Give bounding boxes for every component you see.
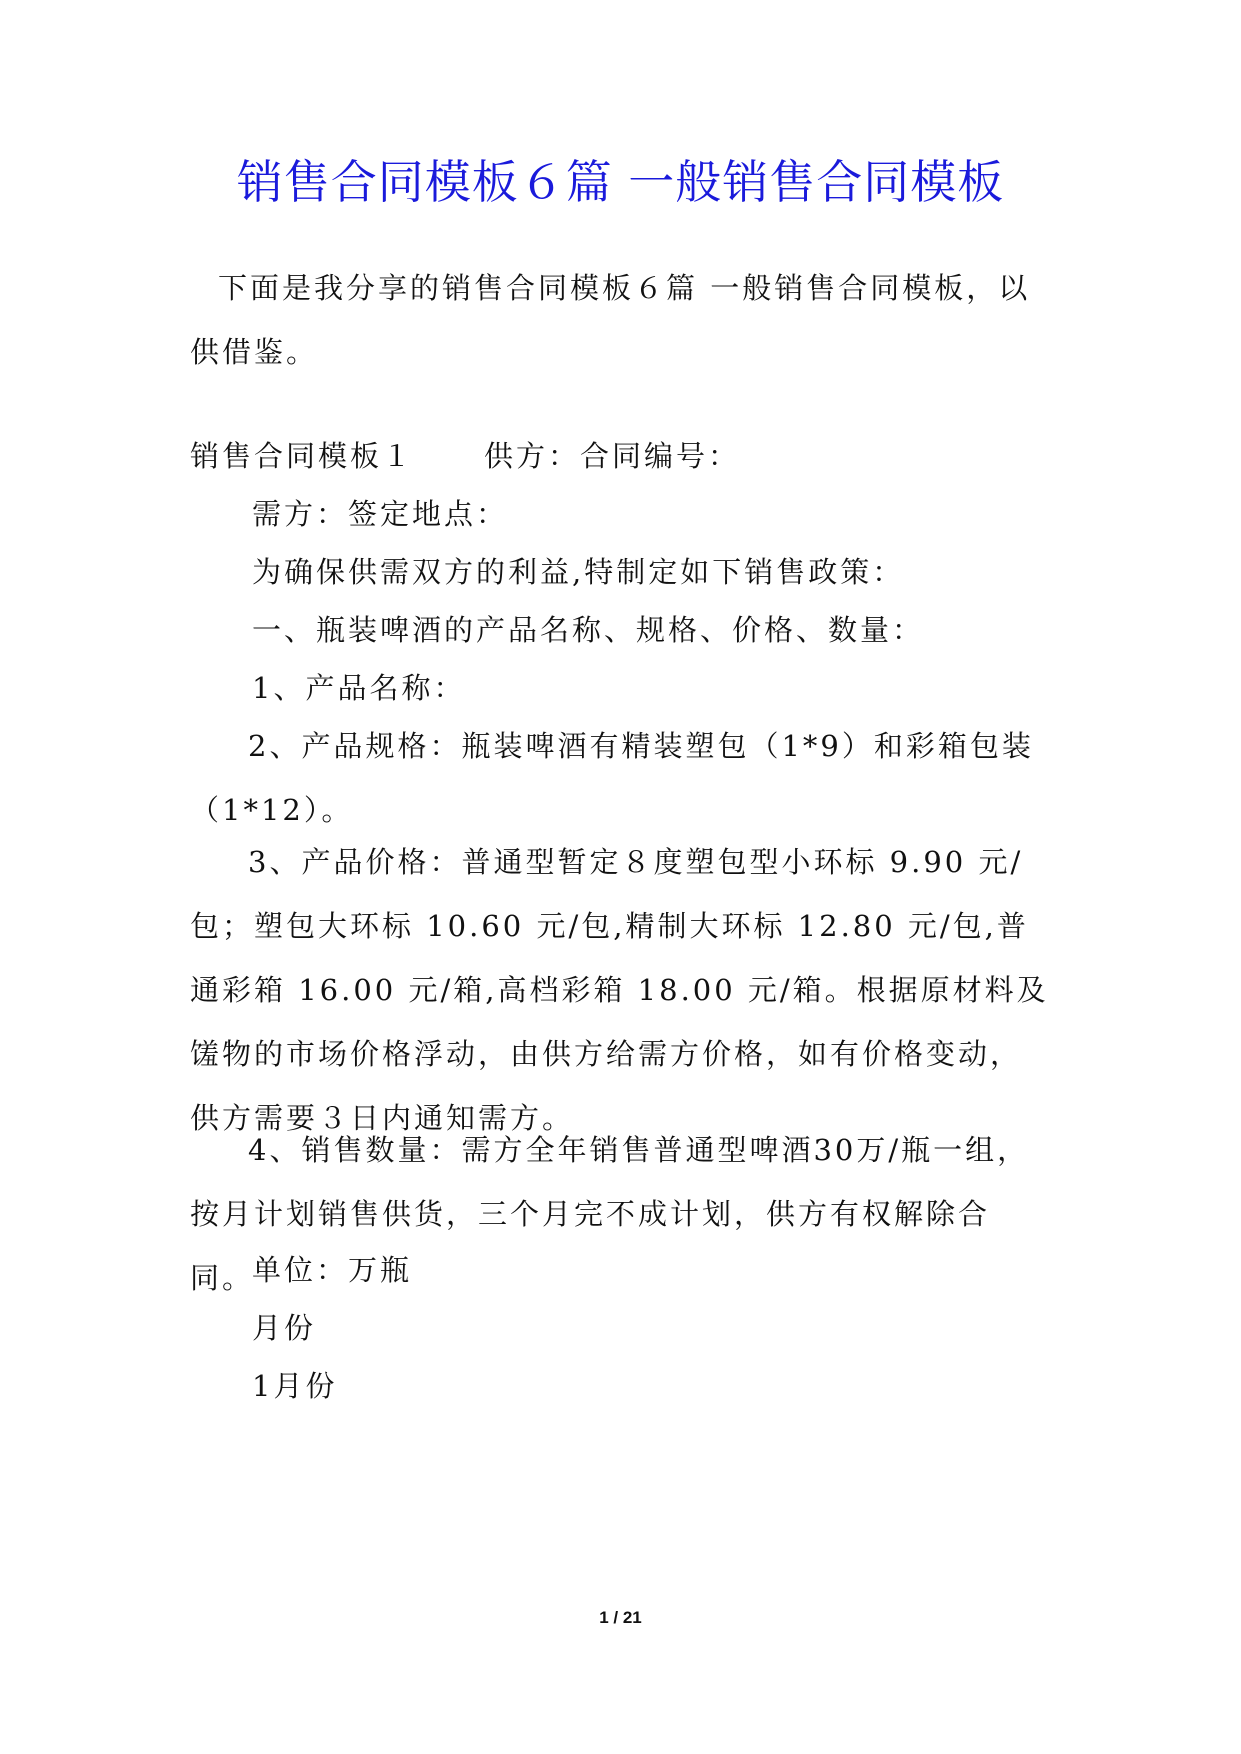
document-title: 销售合同模板６篇 一般销售合同模板: [236, 155, 1005, 209]
supplier-label: 供方：合同编号：: [484, 439, 741, 473]
unit-line: 单位：万瓶: [252, 1253, 413, 1287]
item-product-price: 3、产品价格：普通型暂定８度塑包型小环标 9.90 元/包；塑包大环标 10.60 元/包,精制大环标 12.80 元/包,普通彩箱 16.00 元/箱,高档彩箱 18.00 元/箱。根据原材料及馐物的市场价格浮动，由供方给需方价格，如有价格变动，供方需要３日内通知需方。: [190, 845, 1049, 1135]
purpose-line: 为确保供需双方的利益,特制定如下销售政策：: [252, 555, 905, 589]
item-sales-quantity: 4、销售数量：需方全年销售普通型啤酒30万/瓶一组，按月计划销售供货，三个月完不成计划，供方有权解除合同。: [190, 1133, 1030, 1295]
item-product-name: 1、产品名称：: [252, 671, 466, 705]
contract-heading: 销售合同模板１: [190, 439, 415, 473]
item-product-spec: 2、产品规格：瓶装啤酒有精装塑包（1*9）和彩箱包装（1*12）。: [190, 729, 1034, 827]
month-row-1: 1月份: [252, 1369, 338, 1403]
month-header: 月份: [252, 1311, 317, 1345]
section1-heading: 一、瓶装啤酒的产品名称、规格、价格、数量：: [252, 613, 925, 647]
intro-paragraph: 下面是我分享的销售合同模板６篇 一般销售合同模板，以供借鉴。: [190, 271, 1031, 369]
page-indicator: 1 / 21: [599, 1608, 642, 1627]
contract-heading-line: [190, 436, 740, 476]
buyer-line: 需方：签定地点：: [252, 497, 509, 531]
